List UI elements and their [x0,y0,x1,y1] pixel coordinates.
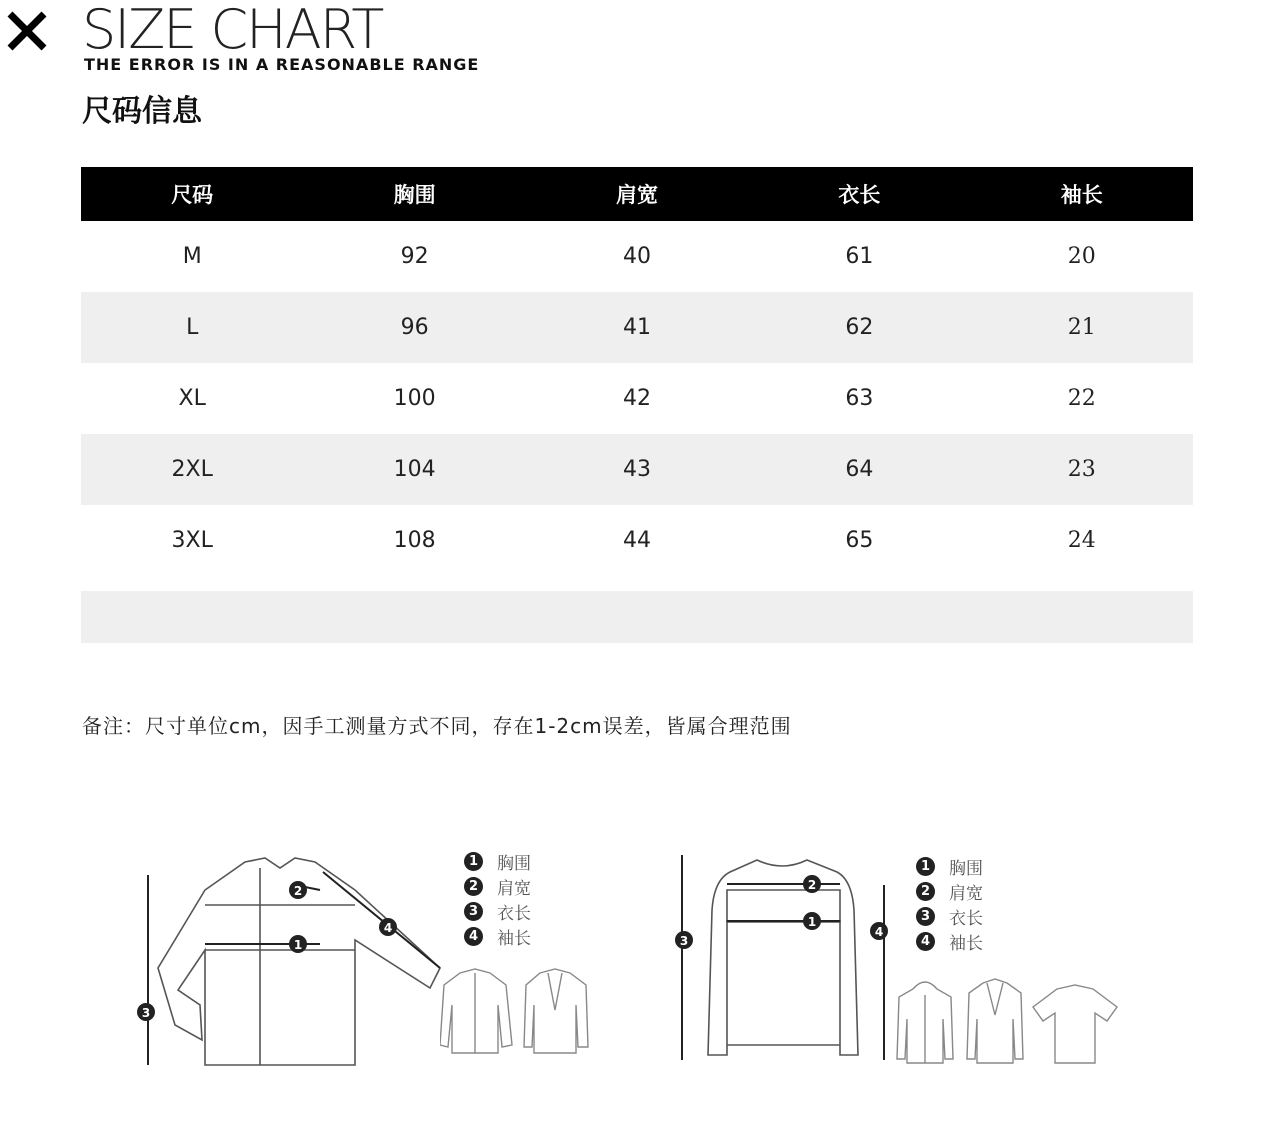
table-row [81,434,1193,505]
shirt-measurement-diagram [130,850,450,1075]
marker-2-icon [289,881,307,899]
sweater-legend [916,854,983,954]
table-cell: 43 [526,434,748,505]
marker-1-icon [803,912,821,930]
size-table [81,167,1193,576]
svg-text:2: 2 [807,878,817,892]
shirt-legend [464,849,531,949]
svg-text:4: 4 [383,921,393,935]
marker-3-icon [675,931,693,949]
table-row [81,221,1193,292]
legend-item: 4 袖长 [916,929,983,954]
marker-4-icon [870,922,888,940]
legend-item: 1 胸围 [464,849,531,874]
table-row [81,292,1193,363]
column-header-shoulder: 肩宽 [526,167,748,221]
legend-item: 3 衣长 [916,904,983,929]
close-icon[interactable] [6,10,48,52]
table-header-row [81,167,1193,221]
svg-text:1: 1 [807,915,817,929]
svg-text:3: 3 [141,1006,151,1020]
legend-item: 2 肩宽 [464,874,531,899]
size-info-heading: 尺码信息 [82,94,202,129]
legend-item: 2 肩宽 [916,879,983,904]
table-cell: 65 [748,505,970,576]
marker-3-icon [137,1003,155,1021]
empty-table-row [81,591,1193,643]
svg-text:4: 4 [874,925,884,939]
table-row [81,363,1193,434]
marker-1-icon [289,935,307,953]
table-cell: 100 [303,363,525,434]
svg-text:3: 3 [679,934,689,948]
table-cell: 63 [748,363,970,434]
table-cell: L [81,292,303,363]
table-cell: 96 [303,292,525,363]
marker-2-icon [803,875,821,893]
table-cell: XL [81,363,303,434]
table-cell: 44 [526,505,748,576]
svg-text:2: 2 [293,884,303,898]
table-row [81,505,1193,576]
table-cell: 20 [971,221,1193,292]
table-cell: 41 [526,292,748,363]
measurement-note: 备注：尺寸单位cm，因手工测量方式不同，存在1-2cm误差，皆属合理范围 [82,714,792,738]
column-header-chest: 胸围 [303,167,525,221]
table-cell: 24 [971,505,1193,576]
table-cell: 64 [748,434,970,505]
table-cell: 42 [526,363,748,434]
table-cell: 22 [971,363,1193,434]
sweater-measurement-diagram [672,850,892,1065]
page-title: SIZE CHART [82,0,383,61]
marker-4-icon [379,918,397,936]
garment-thumbnails [895,975,1120,1070]
table-cell: 62 [748,292,970,363]
legend-item: 3 衣长 [464,899,531,924]
table-cell: 108 [303,505,525,576]
table-cell: 21 [971,292,1193,363]
svg-text:1: 1 [293,938,303,952]
legend-item: 4 袖长 [464,924,531,949]
column-header-size: 尺码 [81,167,303,221]
table-cell: M [81,221,303,292]
table-cell: 3XL [81,505,303,576]
tagline: THE ERROR IS IN A REASONABLE RANGE [84,55,480,74]
table-cell: 40 [526,221,748,292]
column-header-sleeve: 袖长 [971,167,1193,221]
column-header-length: 衣长 [748,167,970,221]
table-cell: 2XL [81,434,303,505]
legend-item: 1 胸围 [916,854,983,879]
jacket-thumbnails [440,965,590,1060]
table-cell: 104 [303,434,525,505]
table-cell: 61 [748,221,970,292]
table-cell: 92 [303,221,525,292]
table-cell: 23 [971,434,1193,505]
